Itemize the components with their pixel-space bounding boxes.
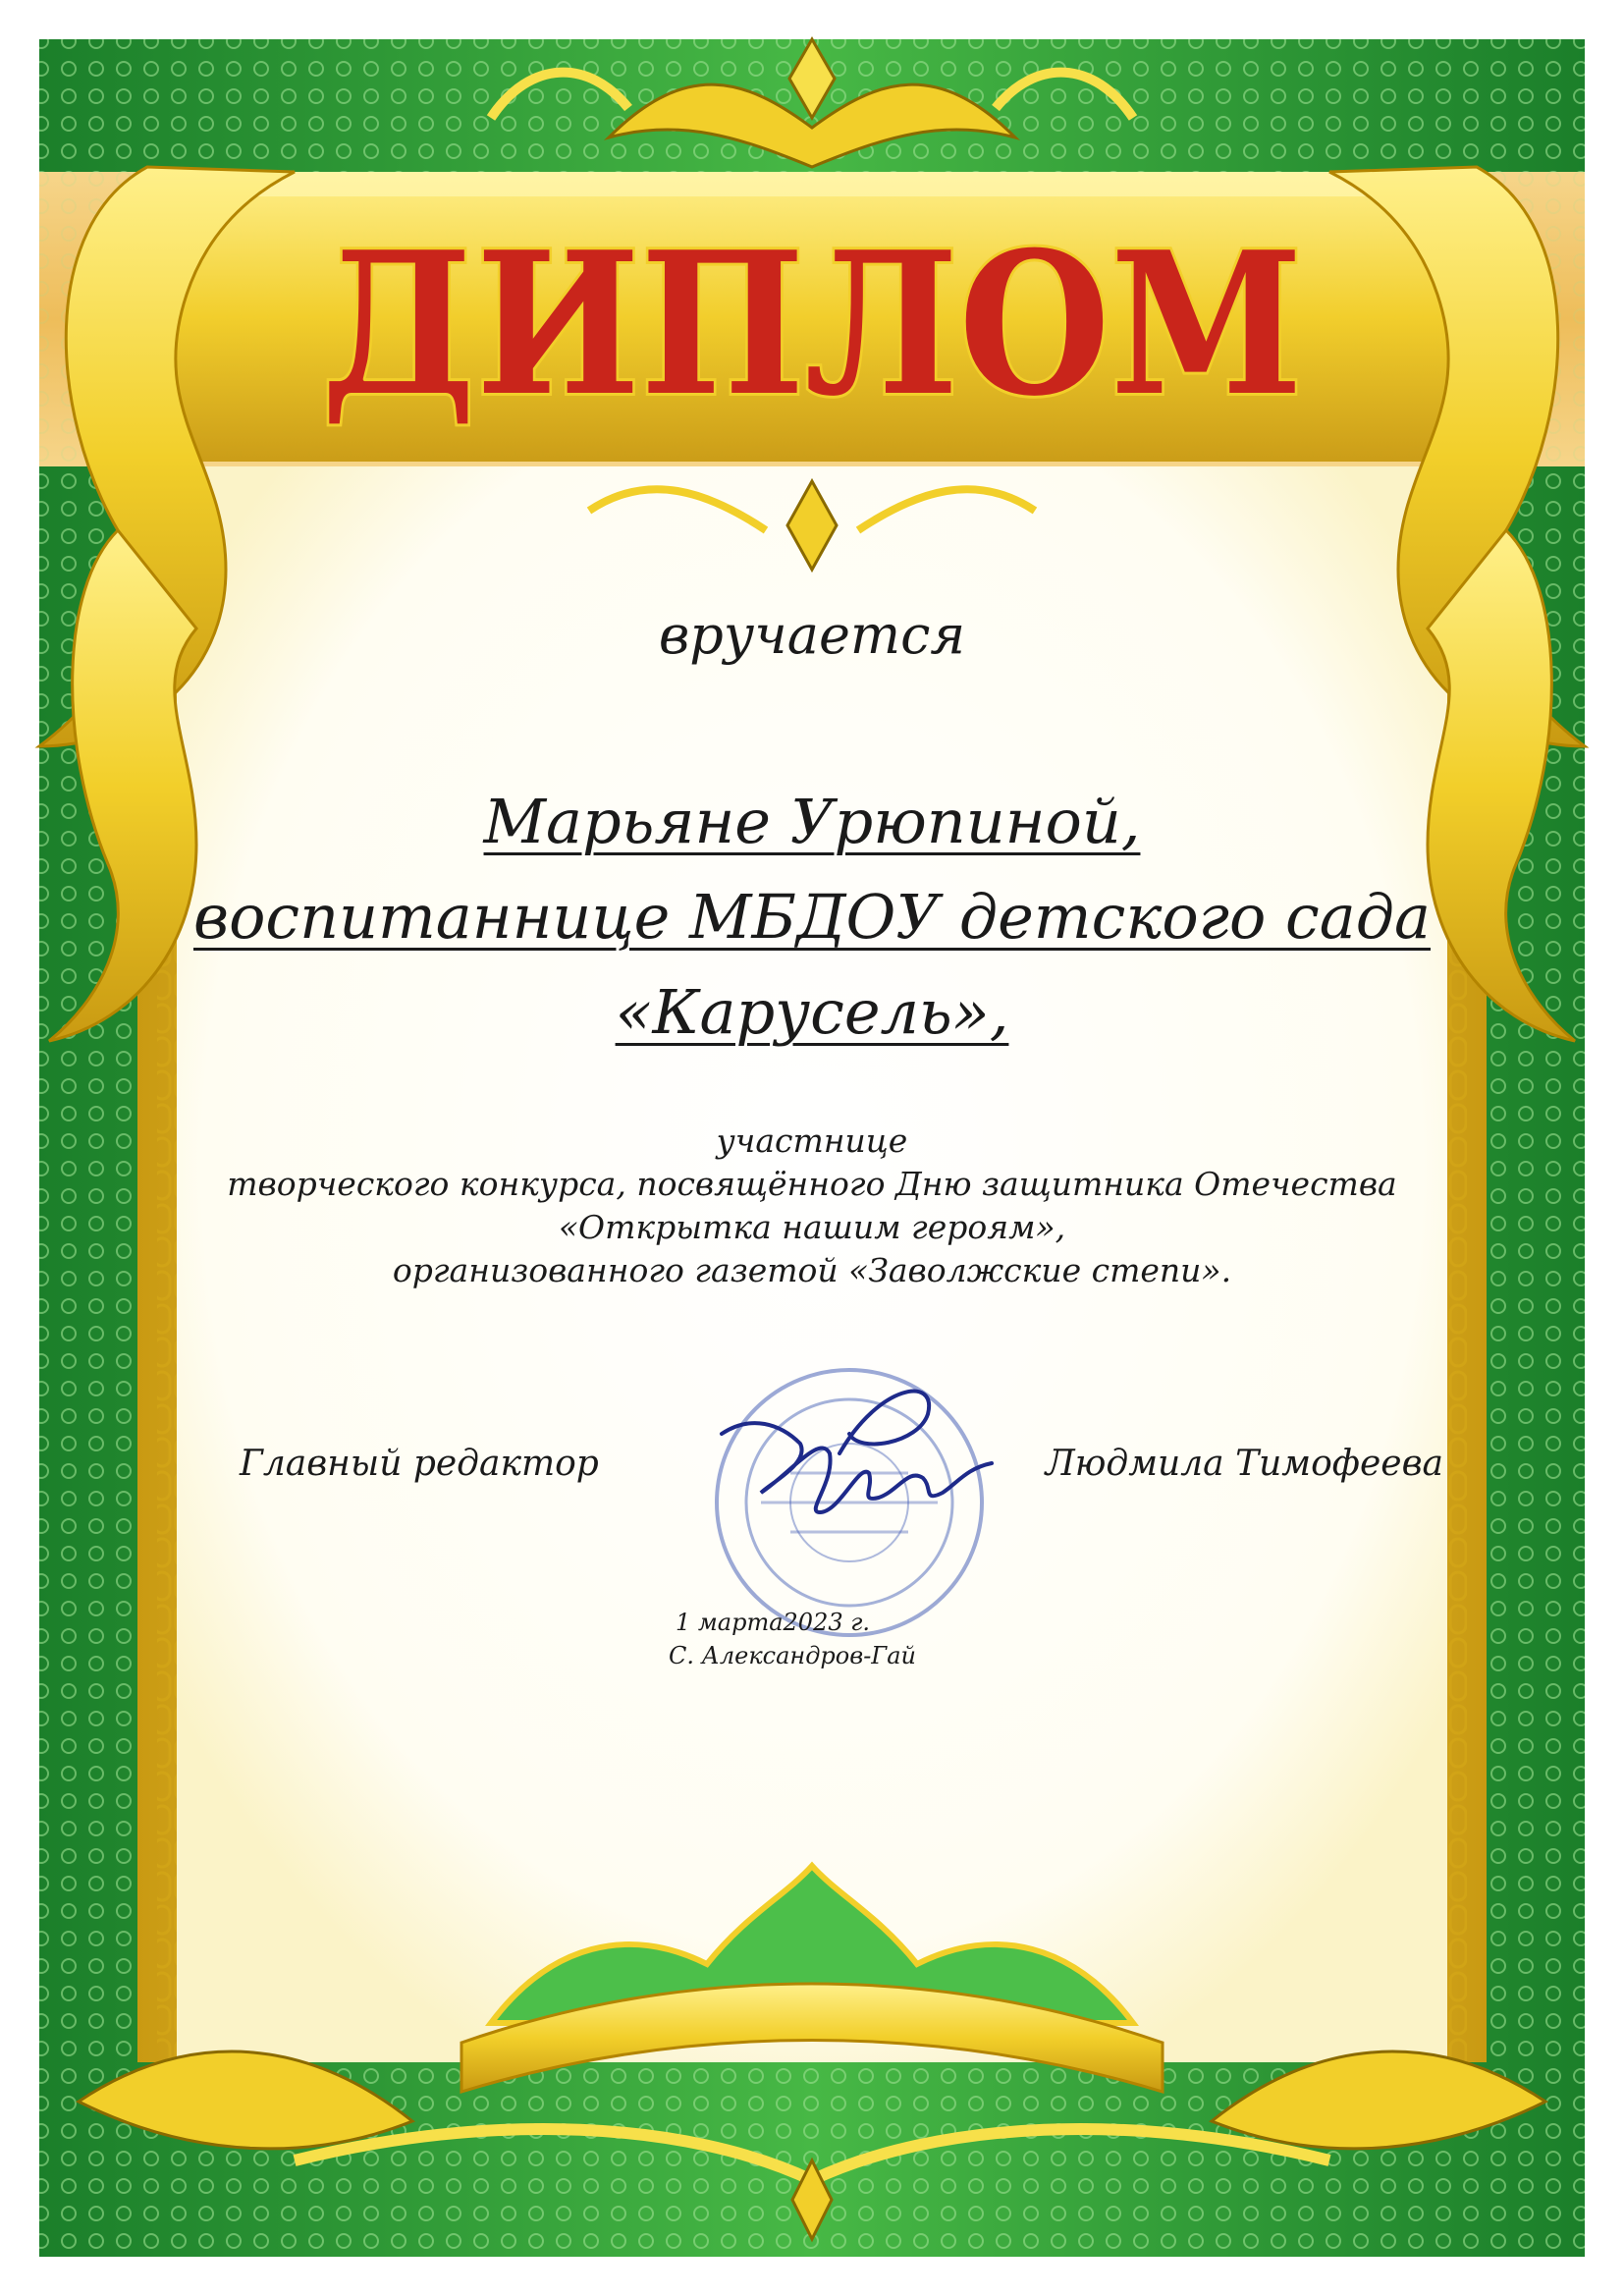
signature-role: Главный редактор: [240, 1444, 599, 1484]
handwritten-signature-icon: [712, 1375, 997, 1532]
issue-date: 1 марта2023 г.: [676, 1609, 870, 1636]
recipient-institution: воспитаннице МБДОУ детского сада: [193, 881, 1431, 953]
description-line-2: творческого конкурса, посвящённого Дню защитника Отечества: [227, 1165, 1397, 1203]
issued-label: вручается: [658, 604, 966, 666]
signature-name: Людмила Тимофеева: [1045, 1444, 1443, 1484]
recipient-name: Марьяне Урюпиной,: [483, 786, 1141, 857]
issue-place: С. Александров-Гай: [669, 1642, 916, 1669]
title-text: ДИПЛОМ: [321, 211, 1303, 437]
recipient-institution-name: «Карусель»,: [615, 976, 1009, 1048]
description-line-4: организованного газетой «Заволжские степи».: [392, 1251, 1232, 1289]
diploma-title: [295, 211, 1329, 437]
description-line-1: участнице: [716, 1121, 908, 1160]
description-line-3: «Открытка нашим героям»,: [558, 1208, 1066, 1246]
